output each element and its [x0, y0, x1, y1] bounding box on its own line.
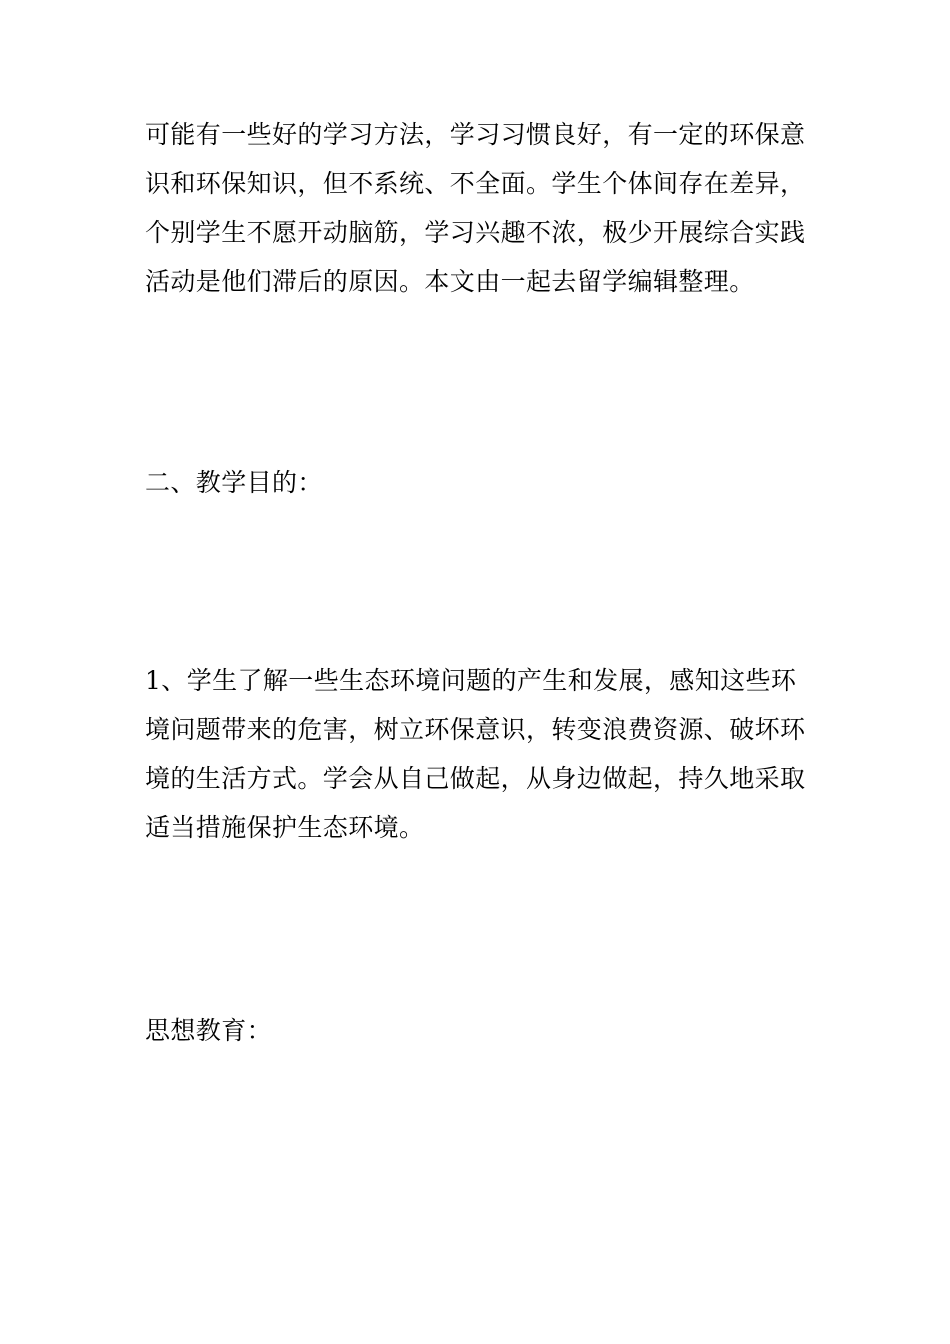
intro-paragraph	[145, 110, 835, 306]
text-line: 适当措施保护生态环境。	[145, 813, 425, 842]
text-line: 可能有一些好的学习方法，学习习惯良好，有一定的环保意	[145, 120, 806, 149]
text-line: 1、学生了解一些生态环境问题的产生和发展，感知这些环	[145, 666, 797, 695]
heading-text: 思想教育：	[145, 1016, 273, 1045]
text-line: 境问题带来的危害，树立环保意识，转变浪费资源、破坏环	[145, 715, 806, 744]
text-line: 境的生活方式。学会从自己做起，从身边做起，持久地采取	[145, 764, 806, 793]
text-line: 个别学生不愿开动脑筋，学习兴趣不浓，极少开展综合实践	[145, 218, 806, 247]
text-line: 活动是他们滞后的原因。本文由一起去留学编辑整理。	[145, 267, 755, 296]
section-heading-goals	[145, 458, 835, 507]
text-line: 识和环保知识，但不系统、不全面。学生个体间存在差异，	[145, 169, 806, 198]
section-heading-thought	[145, 1006, 835, 1055]
goal-1-paragraph	[145, 656, 835, 852]
heading-text: 二、教学目的：	[145, 468, 323, 497]
